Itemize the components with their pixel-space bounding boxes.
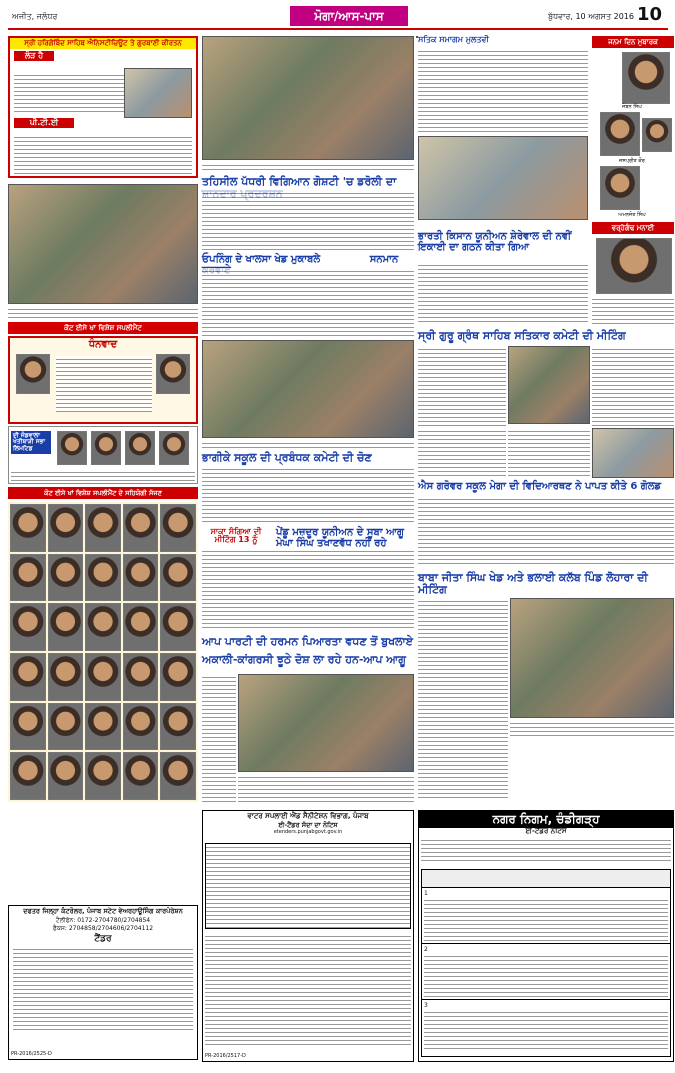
committee-photo bbox=[508, 346, 590, 424]
thanks-text bbox=[56, 356, 152, 412]
club-photo bbox=[510, 598, 674, 718]
institute-ad-title: ਸ੍ਰੀ ਹਰਿਗੋਬਿੰਦ ਸਾਹਿਬ ਐਨਿਸਟੀਚਿਊਟ ਤੇ ਗੁਰਬਾਣੀ ਕੀਰਤਨ bbox=[10, 38, 196, 49]
kot-ise-khan-supplement: ਕੋਟ ਈਸੇ ਖਾਂ ਵਿਸ਼ੇਸ਼ ਸਪਲੀਮੈਂਟ bbox=[8, 322, 198, 334]
temple-image bbox=[124, 68, 192, 118]
caption bbox=[8, 306, 198, 318]
street-photo bbox=[8, 184, 198, 304]
aap-photo bbox=[238, 674, 414, 772]
water-supply-tender bbox=[202, 810, 414, 1062]
satsang-photo bbox=[418, 136, 588, 220]
headline-aap-1: ਆਪ ਪਾਰਟੀ ਦੀ ਹਰਮਨ ਪਿਆਰਤਾ ਵਧਣ ਤੋਂ ਬੁਖਲਾਏ bbox=[202, 635, 413, 648]
child-name: ਜੋਬਨ ਸਿੰਘ bbox=[622, 104, 642, 110]
nagar-nigam-tender bbox=[418, 810, 674, 1062]
page-header bbox=[8, 4, 668, 30]
child-photo bbox=[642, 118, 672, 152]
dept-name: ਦਫਤਰ ਜਿਲ੍ਹਾ ਕੰਟਰੋਲਰ, ਪੰਜਾਬ ਸਟੇਟ ਵੇਅਰਹਾਊਸਿੰਗ ਕਾਰਪੋਰੇਸ਼ਨ bbox=[23, 907, 183, 915]
supporters-title: ਕੋਟ ਈਸੇ ਖਾਂ ਵਿਸ਼ੇਸ਼ ਸਪਲੀਮੈਂਟ ਦੇ ਸਹਿਯੋਗੀ ਸੱਜਣ bbox=[8, 487, 198, 499]
paper-name: ਅਜੀਤ, ਜਲੰਧਰ bbox=[12, 12, 58, 21]
headline-school-gold: ਐਸ ਗਰੋਵਰ ਸਕੂਲ ਮੇਗਾ ਦੀ ਵਿਦਿਆਰਥਣ ਨੇ ਪਾਪਤ ਕੀਤੇ 6 ਗੋਲਡ bbox=[418, 481, 662, 492]
headline-honour: ਸਨਮਾਨ bbox=[369, 254, 399, 265]
child-photo bbox=[600, 112, 640, 156]
pr-code: PR-2016/2517-D bbox=[205, 1053, 246, 1059]
water-sub: ਈ-ਟੈਂਡਰ ਸੱਦਾ ਦਾ ਨੋਟਿਸ bbox=[278, 821, 338, 830]
headline-school-committee: ਭਾਗੀਕੇ ਸਕੂਲ ਦੀ ਪ੍ਰਬੰਧਕ ਕਮੇਟੀ ਦੀ ਚੋਣ bbox=[202, 451, 372, 464]
warehouse-tender bbox=[8, 905, 198, 1060]
headline-sports: ਓਪਨਿੰਗ ਦੇ ਖਾਲਸਾ ਖੇਡ ਮੁਕਾਬਲੇ bbox=[202, 254, 321, 265]
child-name: ਜਸਪ੍ਰੀਤ ਕੌਰ bbox=[619, 158, 645, 164]
headline-kisan-union: ਭਾਰਤੀ ਕਿਸਾਨ ਯੂਨੀਅਨ ਸ਼ੇਰੇਵਾਲ ਦੀ ਨਵੀਂ ਇਕਾਈ ਦਾ ਗਠਨ ਕੀਤਾ ਗਿਆ bbox=[418, 231, 572, 253]
couple-photo bbox=[596, 238, 672, 294]
required-label: ਲੋੜ ਹੈ bbox=[14, 51, 54, 61]
thanks-ad bbox=[8, 336, 198, 424]
ad-text bbox=[14, 72, 124, 112]
supporters-grid bbox=[8, 502, 198, 802]
society-ad bbox=[8, 426, 198, 484]
nagar-sub: ਈ-ਟੈਂਡਰ ਨੋਟਿਸ bbox=[525, 826, 567, 835]
science-group-photo bbox=[202, 36, 414, 160]
child-name: ਅਮਨਜੋਤ ਸਿੰਘ bbox=[618, 212, 646, 218]
honour-photo bbox=[202, 340, 414, 438]
water-site: etenders.punjabgovt.gov.in bbox=[273, 829, 343, 836]
row-number: 1 bbox=[424, 890, 428, 897]
thanks-title: ਧੰਨਵਾਦ bbox=[88, 339, 118, 350]
headline-club-meeting: ਬਾਬਾ ਜੀਤਾ ਸਿੰਘ ਖੇਡ ਅਤੇ ਭਲਾਈ ਕਲੱਬ ਪਿੰਡ ਲੋਹਾਰਾ ਦੀ ਮੀਟਿੰਗ bbox=[418, 571, 648, 596]
headline-meeting-13: ਸਾਕਾ ਸੰਗਿਆ ਦੀ ਮੀਟਿੰਗ 13 ਨੂੰ bbox=[210, 527, 262, 545]
headline-science: ਤਹਿਸੀਲ ਪੱਧਰੀ ਵਿਗਿਆਨ ਗੋਸ਼ਟੀ 'ਚ ਡਰੋਲੀ ਦਾ bbox=[202, 175, 397, 188]
headline-satsang: ਸਤਿਕ ਸਮਾਗਮ ਮੁਲਤਵੀ bbox=[418, 35, 489, 44]
row-number: 2 bbox=[424, 946, 428, 953]
headline-union-leader: ਪੇਂਡੂ ਮਜ਼ਦੂਰ ਯੂਨੀਅਨ ਦੇ ਸੂਬਾ ਆਗੂ ਮੇਘਾ ਸਿੰਘ ਤਖਾਣਵੱਧ ਨਹੀਂ ਰਹੇ bbox=[276, 527, 404, 549]
school-photo bbox=[592, 428, 674, 478]
anniversary-title: ਵਰ੍ਹੇਗੰਢ ਮਨਾਈ bbox=[592, 222, 674, 234]
pr-code: PR-2016/2525-D bbox=[11, 1051, 52, 1057]
headline-satkar-committee: ਸ੍ਰੀ ਗੁਰੂ ਗ੍ਰੰਥ ਸਾਹਿਬ ਸਤਿਕਾਰ ਕਮੇਟੀ ਦੀ ਮੀਟਿੰਗ bbox=[418, 329, 626, 342]
tender-label: ਟੈਂਡਰ bbox=[94, 933, 112, 944]
water-title: ਵਾਟਰ ਸਪਲਾਈ ਐਂਡ ਸੈਨੀਟੇਸ਼ਨ ਵਿਭਾਗ, ਪੰਜਾਬ bbox=[247, 812, 369, 820]
ad-text-2 bbox=[14, 134, 192, 174]
headline-aap-2: ਅਕਾਲੀ-ਕਾਂਗਰਸੀ ਝੂਠੇ ਦੋਸ਼ ਲਾ ਰਹੇ ਹਨ-ਆਪ ਆਗੂ bbox=[202, 653, 406, 666]
row-number: 3 bbox=[424, 1002, 428, 1009]
birthday-title: ਜਨਮ ਦਿਨ ਮੁਬਾਰਕ bbox=[592, 36, 674, 48]
section-title: ਮੋਗਾ/ਆਸ-ਪਾਸ bbox=[290, 6, 408, 26]
nagar-title: ਨਗਰ ਨਿਗਮ, ਚੰਡੀਗੜ੍ਹ bbox=[419, 811, 673, 828]
child-photo bbox=[622, 52, 670, 104]
society-name: ਦੀ ਜੰਡਵਾਲਾ ਖੇਤੀਬਾੜੀ ਸਭਾ ਲਿਮਟਿਡ bbox=[11, 431, 51, 454]
pti-label: ਪੀ.ਟੀ.ਈ bbox=[14, 118, 74, 128]
telephone: ਟੈਲੀਫੋਨ: 0172-2704780/2704854 bbox=[55, 916, 151, 924]
page-number: 10 bbox=[636, 4, 662, 25]
fax: ਫੈਕਸ: 2704858/2704606/2704112 bbox=[52, 924, 154, 932]
institute-ad bbox=[8, 36, 198, 178]
person-photo bbox=[16, 354, 50, 394]
date: ਬੁੱਧਵਾਰ, 10 ਅਗਸਤ 2016 bbox=[548, 12, 634, 21]
person-photo bbox=[156, 354, 190, 394]
child-photo bbox=[600, 166, 640, 210]
